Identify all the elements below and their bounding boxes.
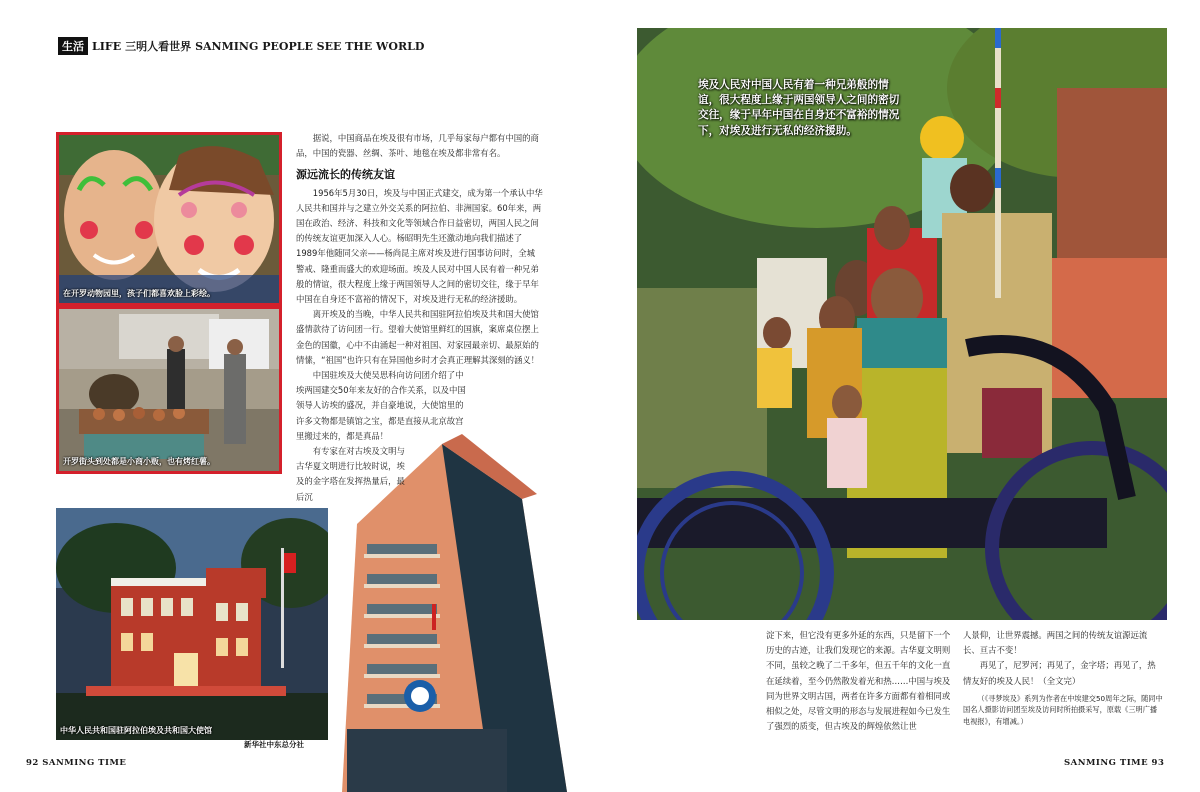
article-column-right-2 bbox=[963, 628, 1163, 727]
photo-embassy bbox=[56, 508, 328, 740]
article-paragraph: 淀下来，但它没有更多外延的东西，只是留下一个历史的古迹，让我们发现它的来源。古华夏文明则不同，虽较之晚了二千多年，但五千年的文化一直在延续着，至今仍然散发着光和热……中国与埃及同为世界文明古国，两者在许多方面都有着相同或相似之处，尽管文明的形态与发展进程如今已发生了强烈的质变，但古埃及的辉煌依然让世 bbox=[766, 630, 951, 732]
page-header bbox=[58, 38, 424, 54]
article-column-right-1 bbox=[766, 628, 956, 734]
article-paragraph: 离开埃及的当晚，中华人民共和国驻阿拉伯埃及共和国大使馆盛情款待了访问团一行。望着大使馆里鲜红的国旗，案席桌位摆上金色的国徽，心中不由涌起一种对祖国、对家园最亲切、最原始的情愫，“祖国”也许只有在异国他乡时才会真正理解其深刻的涵义！ bbox=[296, 309, 540, 365]
article-paragraph: 据说，中国商品在埃及很有市场，几乎每家每户都有中国的商品，中国的瓷器、丝绸、茶叶、地毯在埃及都非常有名。 bbox=[296, 133, 539, 159]
section-tag: 生活 bbox=[58, 37, 88, 55]
article-column-left bbox=[296, 131, 543, 505]
article-paragraph: 有专家在对古埃及文明与古华夏文明进行比较时说，埃及的金字塔在发挥热量后，最后沉 bbox=[296, 446, 405, 502]
article-paragraph: 再见了，尼罗河；再见了，金字塔；再见了，热情友好的埃及人民！（全文完） bbox=[963, 660, 1156, 686]
header-title-en: SANMING PEOPLE SEE THE WORLD bbox=[195, 39, 425, 53]
photo-credit: 新华社中东总分社 bbox=[244, 740, 304, 749]
photo-street-vendor-art bbox=[59, 309, 279, 471]
photo-caption: 中华人民共和国驻阿拉伯埃及共和国大使馆 bbox=[60, 726, 212, 735]
photo-street-vendor bbox=[56, 306, 282, 474]
folio-left: 92 SANMING TIME bbox=[26, 758, 127, 768]
section-label: LIFE bbox=[92, 39, 122, 53]
article-note: （《寻梦埃及》系列为作者在中埃建交50周年之际，随同中国名人摄影访问团至埃及访问时所拍摄采写，原载《三明广播电视报》，有增减。） bbox=[963, 693, 1163, 726]
pull-quote: 埃及人民对中国人民有着一种兄弟般的情谊，很大程度上缘于两国领导人之间的密切交往，缘于早年中国在自身还不富裕的情况下，对埃及进行无私的经济援助。 bbox=[698, 79, 900, 137]
article-paragraph: 1956年5月30日，埃及与中国正式建交，成为第一个承认中华人民共和国并与之建立外交关系的阿拉伯、非洲国家。60年来，两国在政治、经济、科技和文化等领域合作日益密切，两国人民之间的传统友谊更加深入人心。杨昭明先生还激动地向我们描述了1989年他随同父亲——杨尚昆主席对埃及进行国事访问时，全城警戒、隆重而盛大的欢迎场面。埃及人民对中国人民有着一种兄弟般的情谊，很大程度上缘于两国领导人之间的密切交往，缘于早年中国在自身还不富裕的情况下，对埃及进行无私的经济援助。 bbox=[296, 187, 543, 305]
folio-right: SANMING TIME 93 bbox=[1064, 758, 1165, 768]
photo-caption: 开罗街头到处都是小商小贩，也有烤红薯。 bbox=[63, 457, 215, 466]
photo-embassy-art bbox=[56, 508, 328, 740]
article-paragraph: 人景仰，让世界震撼。两国之间的传统友谊源远流长、亘古不变！ bbox=[963, 630, 1148, 656]
photo-face-paint-art bbox=[59, 135, 279, 303]
article-paragraph: 中国驻埃及大使吴思科向访问团介绍了中埃两国建交50年来友好的合作关系，以及中国领导人访埃的盛况，并自豪地说，大使馆里的许多文物都是镇馆之宝，都是直接从北京故宫里搬过来的，都是真品！ bbox=[296, 370, 466, 441]
header-title-cn: 三明人看世界 bbox=[125, 40, 192, 53]
photo-caption: 在开罗动物园里，孩子们都喜欢脸上彩绘。 bbox=[63, 289, 215, 298]
article-subheading: 源远流长的传统友谊 bbox=[296, 168, 395, 182]
photo-face-paint-kids bbox=[56, 132, 282, 306]
